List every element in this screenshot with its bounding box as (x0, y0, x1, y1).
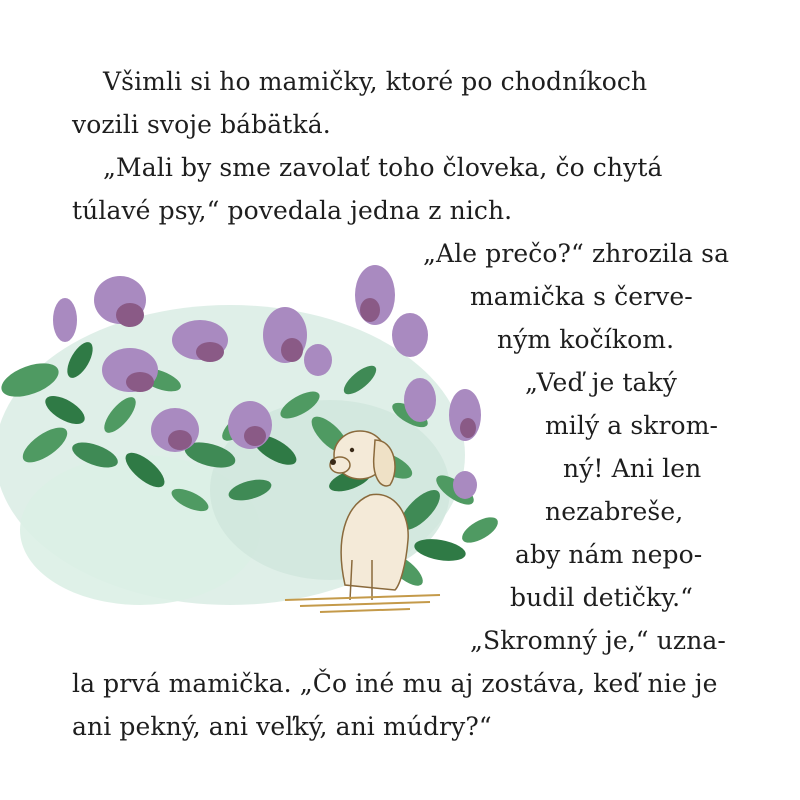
lilac-cluster (449, 389, 481, 441)
lilac-cluster (453, 471, 477, 499)
lilac-cluster (355, 265, 395, 325)
text-line-3: „Mali by sme zavolať toho človeka, čo chytá (103, 153, 663, 182)
text-line-6: mamička s červe- (470, 282, 693, 311)
text-line-5: „Ale prečo?“ zhrozila sa (423, 239, 730, 268)
text-line-11: nezabreše, (545, 497, 684, 526)
lilac-cluster (392, 313, 428, 357)
text-line-9: milý a skrom- (545, 411, 719, 440)
lilac-cluster (53, 298, 77, 342)
text-line-15: la prvá mamička. „Čo iné mu aj zostáva, keď nie je (72, 669, 718, 698)
text-line-8: „Veď je taký (525, 368, 678, 397)
text-line-13: budil detičky.“ (510, 583, 694, 612)
lilac-cluster (263, 307, 307, 363)
lilac-cluster (151, 408, 199, 452)
text-line-1: Všimli si ho mamičky, ktoré po chodníkoch (103, 67, 648, 96)
text-line-16: ani pekný, ani veľký, ani múdry?“ (72, 712, 492, 741)
lilac-cluster (304, 344, 332, 376)
text-line-7: ným kočíkom. (497, 325, 675, 354)
lilac-cluster (404, 378, 436, 422)
text-line-2: vozili svoje bábätká. (72, 110, 331, 139)
lilac-cluster (102, 348, 158, 392)
text-line-12: aby nám nepo- (515, 540, 703, 569)
lilac-dog-illustration (0, 240, 520, 620)
ground-shadow (285, 595, 440, 612)
lilac-cluster (94, 276, 146, 327)
text-line-14: „Skromný je,“ uzna- (470, 626, 726, 655)
text-line-4: túlavé psy,“ povedala jedna z nich. (72, 196, 513, 225)
text-line-10: ný! Ani len (563, 454, 702, 483)
lilac-cluster (228, 401, 272, 449)
